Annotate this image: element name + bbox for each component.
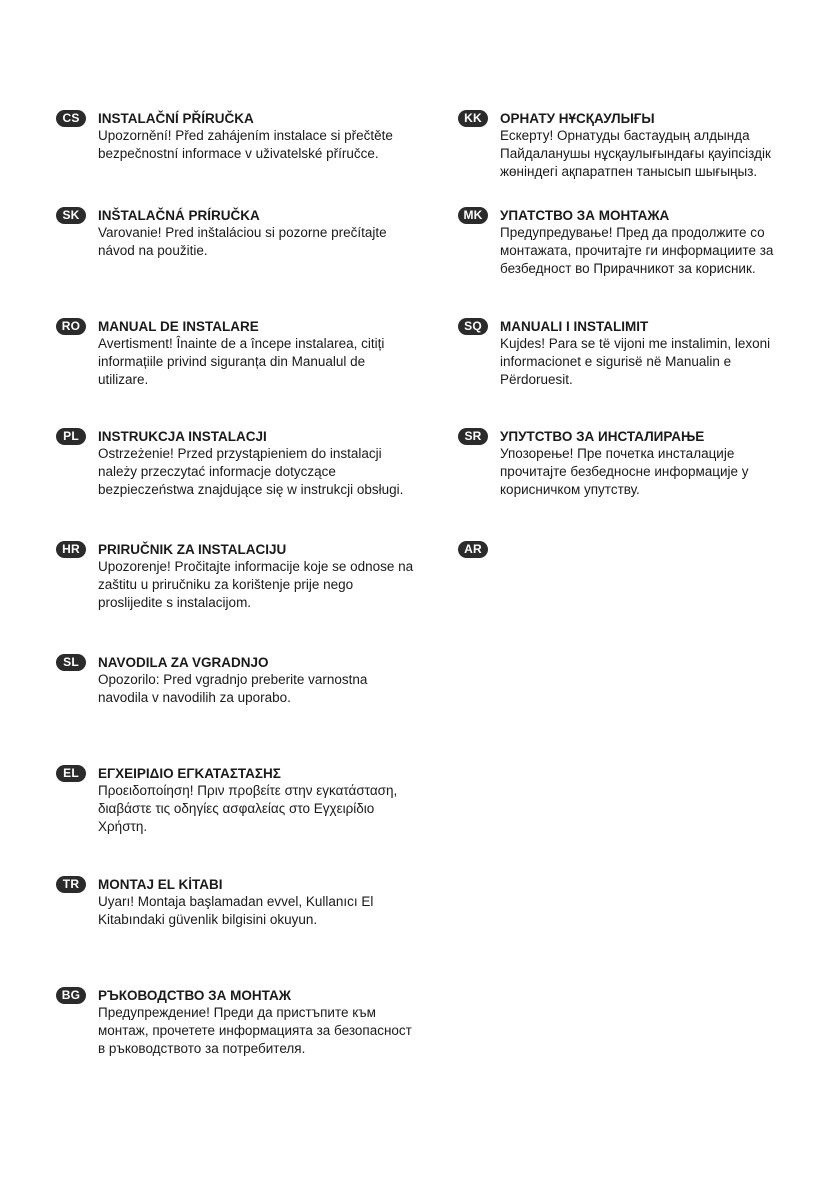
section-text-hr: Upozorenje! Pročitajte informacije koje se odnose na zaštitu u priručniku za korištenje prije nego proslijedite s instalacijom. [98, 559, 414, 610]
section-title-bg: РЪКОВОДСТВО ЗА МОНТАЖ [98, 988, 291, 1003]
language-badge-sk: SK [56, 207, 86, 224]
section-title-hr: PRIRUČNIK ZA INSTALACIJU [98, 542, 287, 557]
section-title-pl: INSTRUKCJA INSTALACJI [98, 429, 267, 444]
language-badge-cs: CS [56, 110, 86, 127]
section-title-sk: INŠTALAČNÁ PRÍRUČKA [98, 208, 260, 223]
language-badge-sl: SL [56, 654, 86, 671]
language-badge-el: EL [56, 765, 86, 782]
language-badge-ro: RO [56, 318, 86, 335]
language-badge-hr: HR [56, 541, 86, 558]
section-title-kk: ОРНАТУ НҰСҚАУЛЫҒЫ [500, 111, 655, 126]
section-text-tr: Uyarı! Montaja başlamadan evvel, Kullanıcı El Kitabındaki güvenlik bilgisini okuyun. [98, 894, 374, 927]
section-title-mk: УПАТСТВО ЗА МОНТАЖА [500, 208, 670, 223]
section-text-sq: Kujdes! Para se të vijoni me instalimin, lexoni informacionet e sigurisë në Manualin e Përdoruesit. [500, 336, 771, 387]
section-text-el: Προειδοποίηση! Πριν προβείτε στην εγκατάσταση, διαβάστε τις οδηγίες ασφαλείας στο Εγχειρίδιο Χρήστη. [98, 783, 398, 834]
section-text-cs: Upozornění! Před zahájením instalace si přečtěte bezpečnostní informace v uživatelské příručce. [98, 128, 393, 161]
language-badge-sq: SQ [458, 318, 488, 335]
section-text-sk: Varovanie! Pred inštaláciou si pozorne prečítajte návod na použitie. [98, 225, 387, 258]
section-text-pl: Ostrzeżenie! Przed przystąpieniem do instalacji należy przeczytać informacje dotyczące bezpieczeństwa znajdujące się w instrukcji obsługi. [98, 446, 404, 497]
language-badge-tr: TR [56, 876, 86, 893]
section-title-cs: INSTALAČNÍ PŘÍRUČKA [98, 111, 254, 126]
language-badge-ar: AR [458, 541, 488, 558]
section-title-sl: NAVODILA ZA VGRADNJO [98, 655, 269, 670]
section-text-mk: Предупредување! Пред да продолжите со монтажата, прочитајте ги информациите за безбедност во Прирачникот за корисник. [500, 225, 774, 276]
language-badge-kk: KK [458, 110, 488, 127]
language-badge-pl: PL [56, 428, 86, 445]
language-badge-sr: SR [458, 428, 488, 445]
section-title-sq: MANUALI I INSTALIMIT [500, 319, 649, 334]
section-text-sr: Упозорење! Пре почетка инсталације прочитајте безбедносне информације у корисничком упутству. [500, 446, 749, 497]
section-text-sl: Opozorilo: Pred vgradnjo preberite varnostna navodila v navodilih za uporabo. [98, 672, 368, 705]
language-badge-bg: BG [56, 987, 86, 1004]
section-title-el: ΕΓΧΕΙΡΙΔΙΟ ΕΓΚΑΤΑΣΤΑΣΗΣ [98, 766, 281, 781]
section-text-bg: Предупреждение! Преди да пристъпите към монтаж, прочетете информацията за безопасност в ръководството за потребителя. [98, 1005, 412, 1056]
section-text-ro: Avertisment! Înainte de a începe instalarea, citiți informațiile privind siguranța din Manualul de utilizare. [98, 336, 385, 387]
language-badge-mk: MK [458, 207, 488, 224]
section-title-ro: MANUAL DE INSTALARE [98, 319, 259, 334]
section-text-kk: Ескерту! Орнатуды бастаудың алдында Пайдаланушы нұсқаулығындағы қауіпсіздік жөніндегі ақпаратпен танысып шығыңыз. [500, 128, 771, 179]
section-title-tr: MONTAJ EL KİTABI [98, 877, 223, 892]
section-title-sr: УПУТСТВО ЗА ИНСТАЛИРАЊЕ [500, 429, 705, 444]
